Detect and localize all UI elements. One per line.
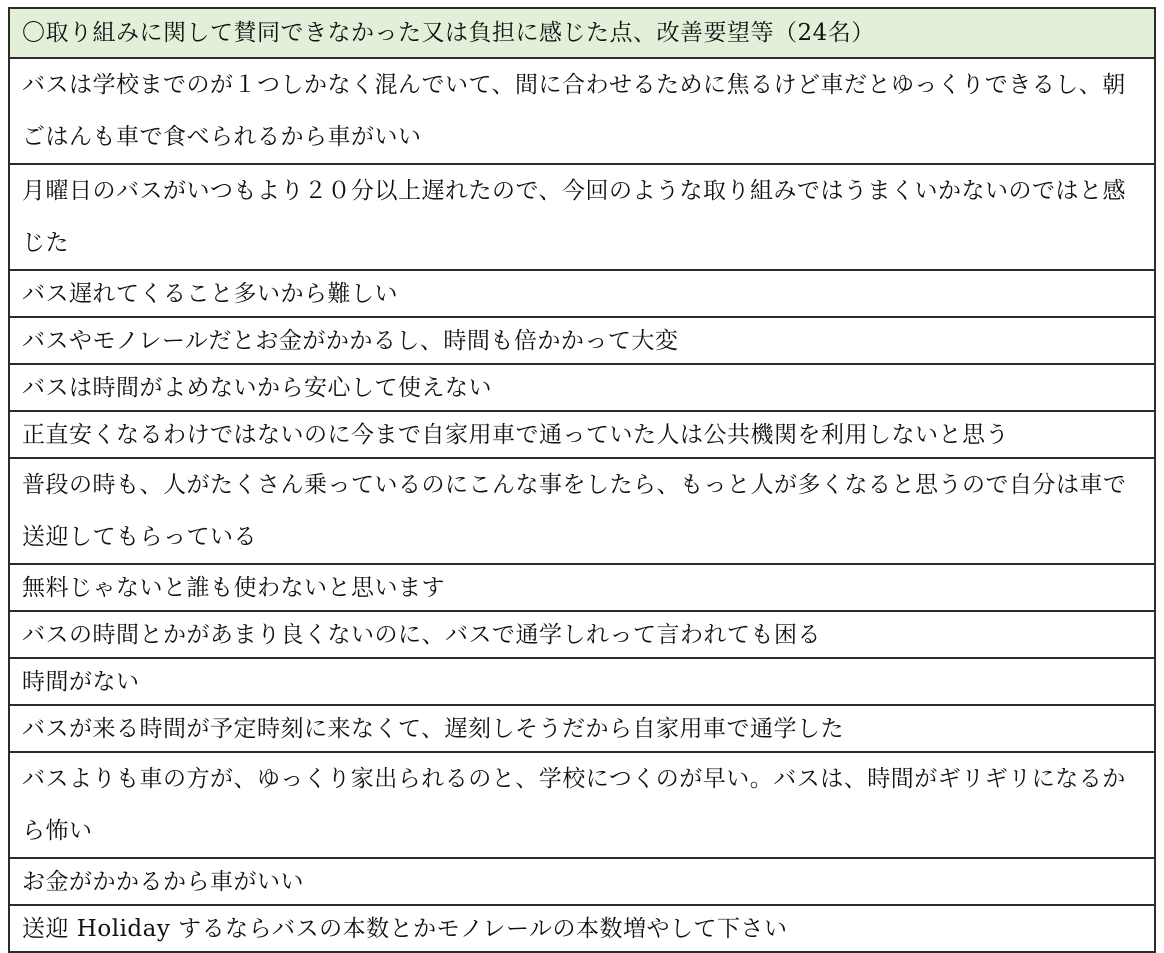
table-row	[9, 611, 1155, 658]
comment-cell: お金がかかるから車がいい	[9, 858, 1155, 905]
table-row	[9, 705, 1155, 752]
opinion-table	[8, 7, 1156, 953]
comment-cell: バスよりも車の方が、ゆっくり家出られるのと、学校につくのが早い。バスは、時間がギリギリになるから怖い	[9, 752, 1155, 858]
comment-cell: バス遅れてくること多いから難しい	[9, 270, 1155, 317]
comment-cell: バスは学校までのが１つしかなく混んでいて、間に合わせるために焦るけど車だとゆっくりできるし、朝ごはんも車で食べられるから車がいい	[9, 58, 1155, 164]
comment-cell: 月曜日のバスがいつもより２０分以上遅れたので、今回のような取り組みではうまくいかないのではと感じた	[9, 164, 1155, 270]
comment-cell: バスは時間がよめないから安心して使えない	[9, 364, 1155, 411]
comment-cell: バスの時間とかがあまり良くないのに、バスで通学しれって言われても困る	[9, 611, 1155, 658]
header-row	[9, 8, 1155, 58]
table-row	[9, 458, 1155, 564]
table-row	[9, 658, 1155, 705]
table-row	[9, 411, 1155, 458]
table-row	[9, 270, 1155, 317]
table-row	[9, 58, 1155, 164]
table-row	[9, 317, 1155, 364]
comment-cell: 普段の時も、人がたくさん乗っているのにこんな事をしたら、もっと人が多くなると思うので自分は車で送迎してもらっている	[9, 458, 1155, 564]
table-row	[9, 905, 1155, 952]
table-row	[9, 752, 1155, 858]
table-row	[9, 364, 1155, 411]
table-row	[9, 164, 1155, 270]
comment-cell: バスが来る時間が予定時刻に来なくて、遅刻しそうだから自家用車で通学した	[9, 705, 1155, 752]
comment-cell: バスやモノレールだとお金がかかるし、時間も倍かかって大変	[9, 317, 1155, 364]
header-cell: 〇取り組みに関して賛同できなかった又は負担に感じた点、改善要望等（24名）	[9, 8, 1155, 58]
comment-cell: 無料じゃないと誰も使わないと思います	[9, 564, 1155, 611]
table-row	[9, 564, 1155, 611]
comment-cell: 時間がない	[9, 658, 1155, 705]
comment-cell: 送迎 Holiday するならバスの本数とかモノレールの本数増やして下さい	[9, 905, 1155, 952]
table-row	[9, 858, 1155, 905]
comment-cell: 正直安くなるわけではないのに今まで自家用車で通っていた人は公共機関を利用しないと思う	[9, 411, 1155, 458]
